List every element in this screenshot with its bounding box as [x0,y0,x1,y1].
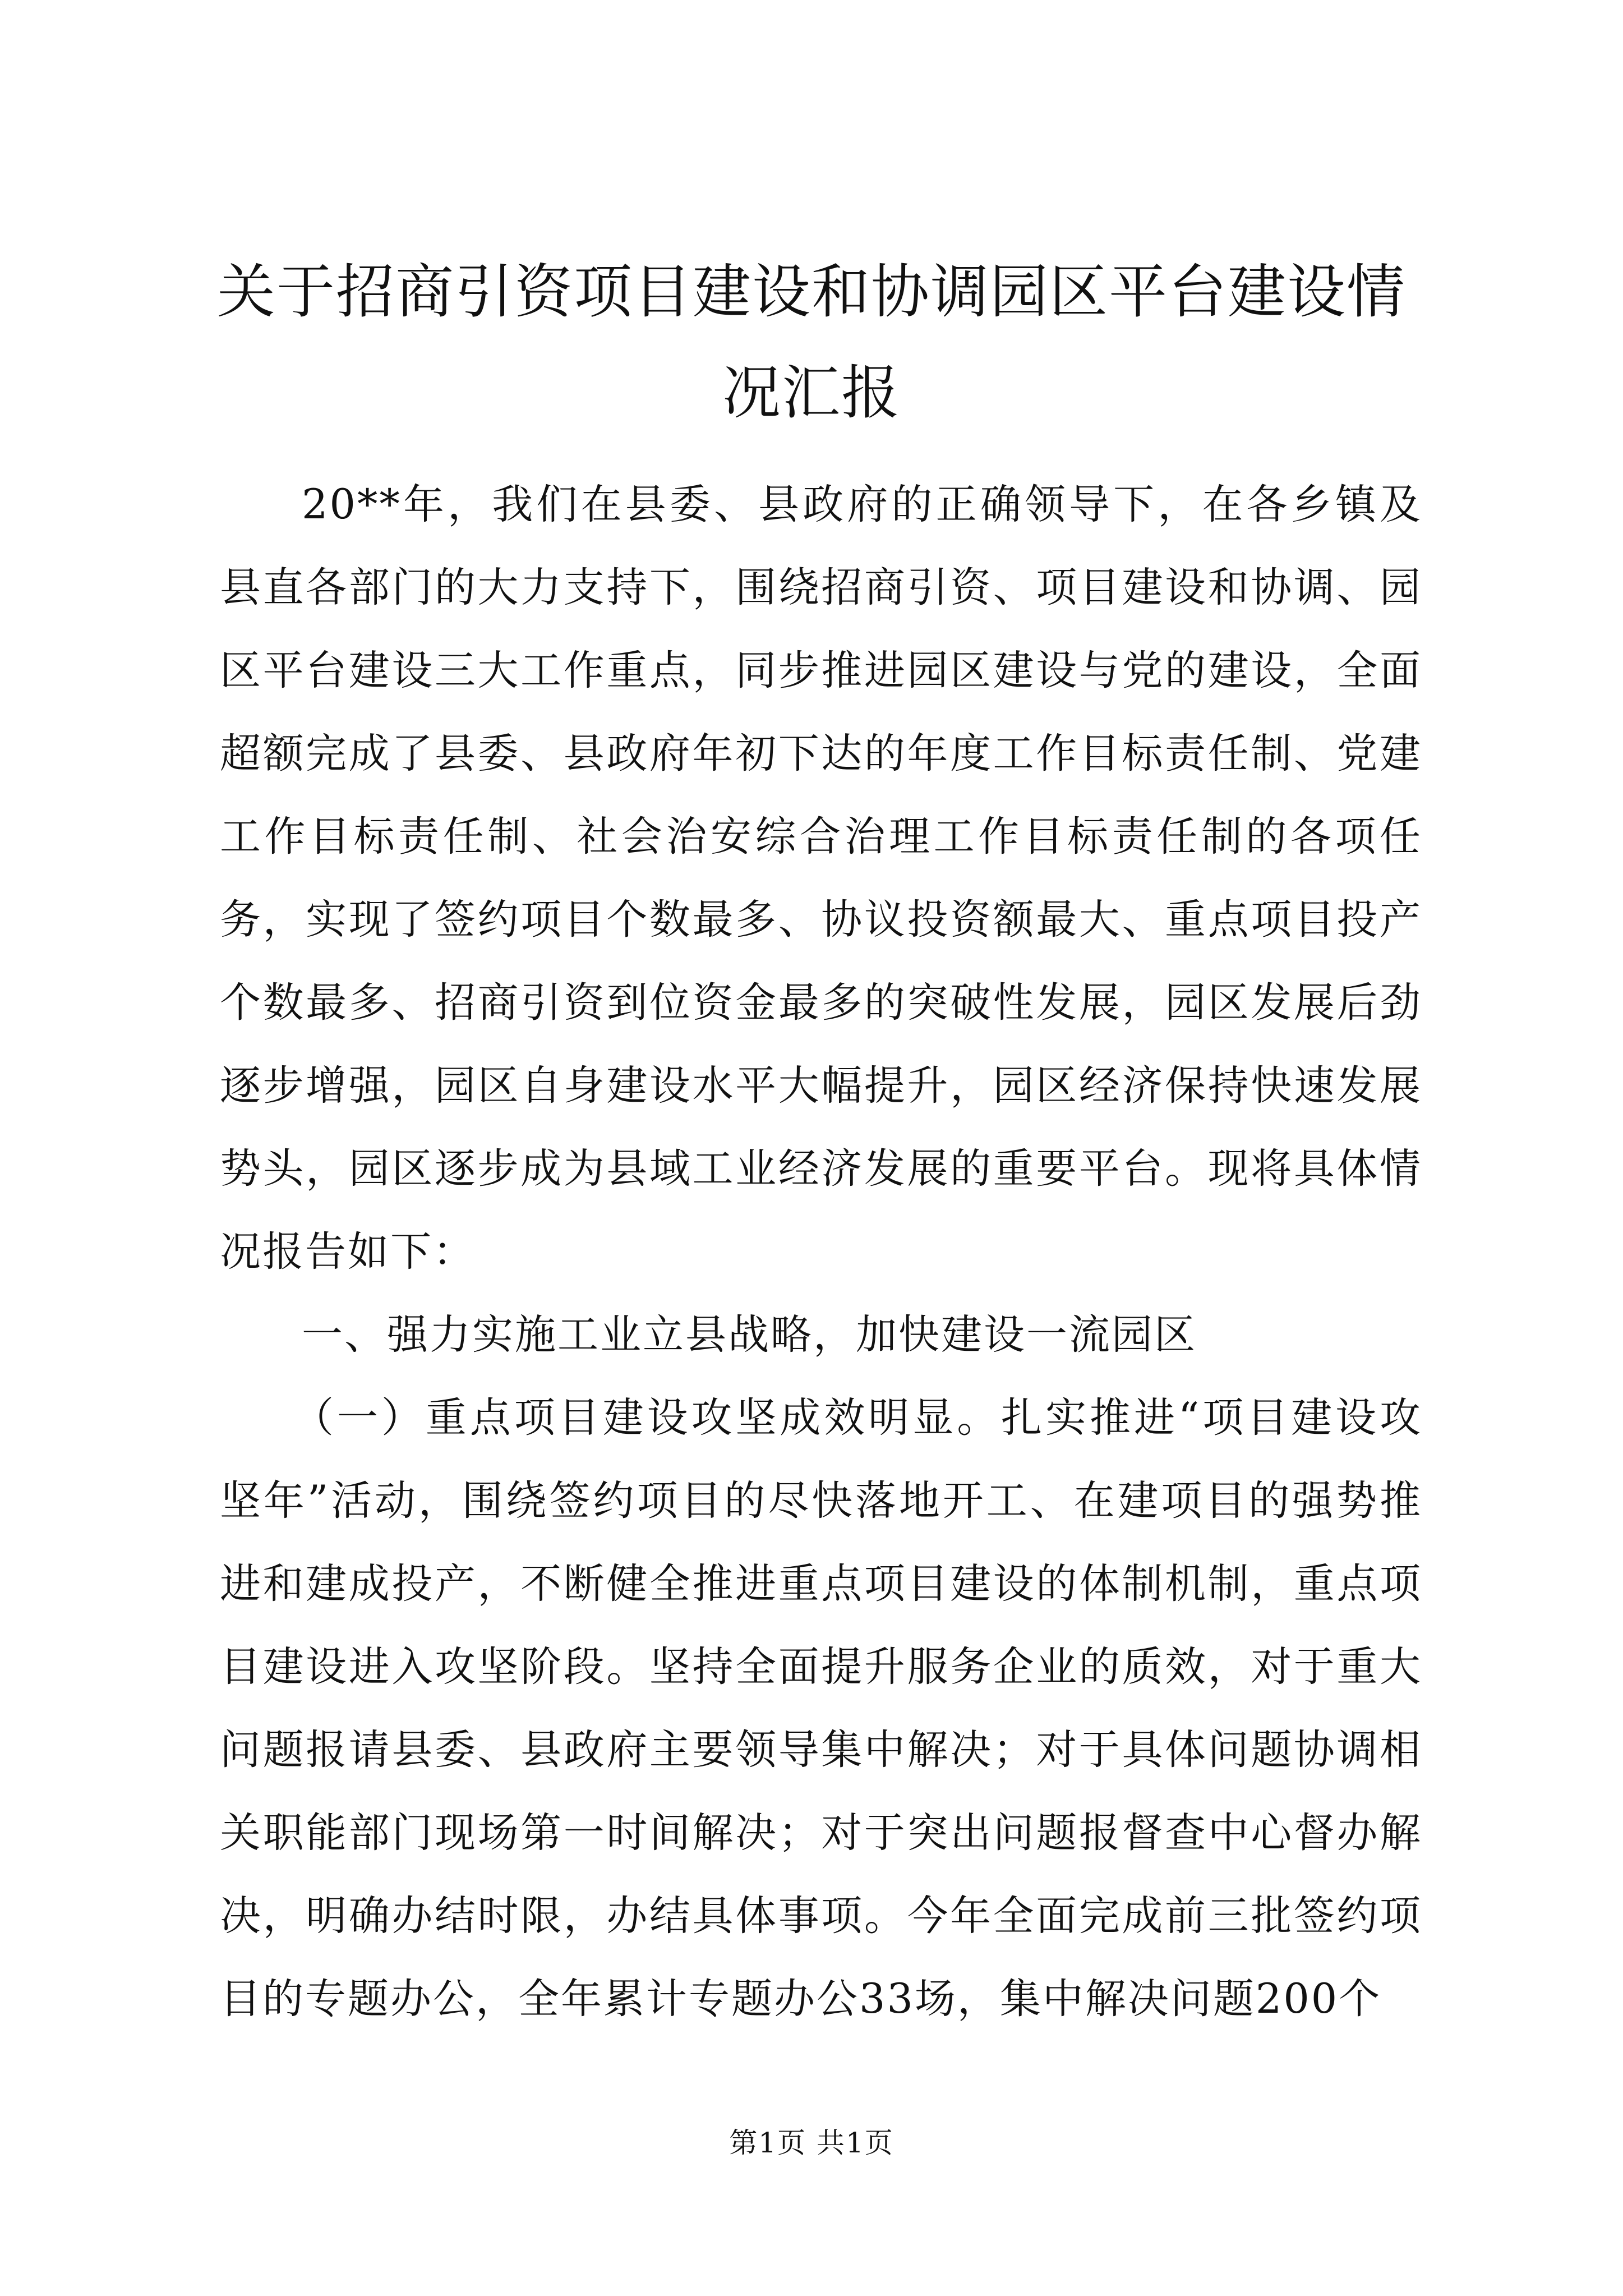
section-heading: 一、强力实施工业立县战略，加快建设一流园区 [302,1311,1197,1359]
document-body [220,463,1422,2041]
subsection-paragraph: （一）重点项目建设攻坚成效明显。扎实推进“项目建设攻坚年”活动，围绕签约项目的尽快落地开工、在建项目的强势推进和建成投产，不断健全推进重点项目建设的体制机制，重点项目建设进入攻坚阶段。坚持全面提升服务企业的质效，对于重大问题报请县委、县政府主要领导集中解决；对于具体问题协调相关职能部门现场第一时间解决；对于突出问题报督查中心督办解决，明确办结时限，办结具体事项。今年全面完成前三批签约项目的专题办公，全年累计专题办公33场，集中解决问题200个 [220,1394,1422,2023]
title-line-1: 关于招商引资项目建设和协调园区平台建设情 [216,257,1406,326]
document-title [168,241,1455,443]
intro-paragraph: 20**年，我们在县委、县政府的正确领导下，在各乡镇及县直各部门的大力支持下，围绕招商引资、项目建设和协调、园区平台建设三大工作重点，同步推进园区建设与党的建设，全面超额完成了县委、县政府年初下达的年度工作目标责任制、党建工作目标责任制、社会治安综合治理工作目标责任制的各项任务，实现了签约项目个数最多、协议投资额最大、重点项目投产个数最多、招商引资到位资金最多的突破性发展，园区发展后劲逐步增强，园区自身建设水平大幅提升，园区经济保持快速发展势头，园区逐步成为县域工业经济发展的重要平台。现将具体情况报告如下： [220,481,1422,1276]
page-number-footer: 第1页 共1页 [729,2127,894,2159]
title-line-2: 况汇报 [722,358,901,427]
